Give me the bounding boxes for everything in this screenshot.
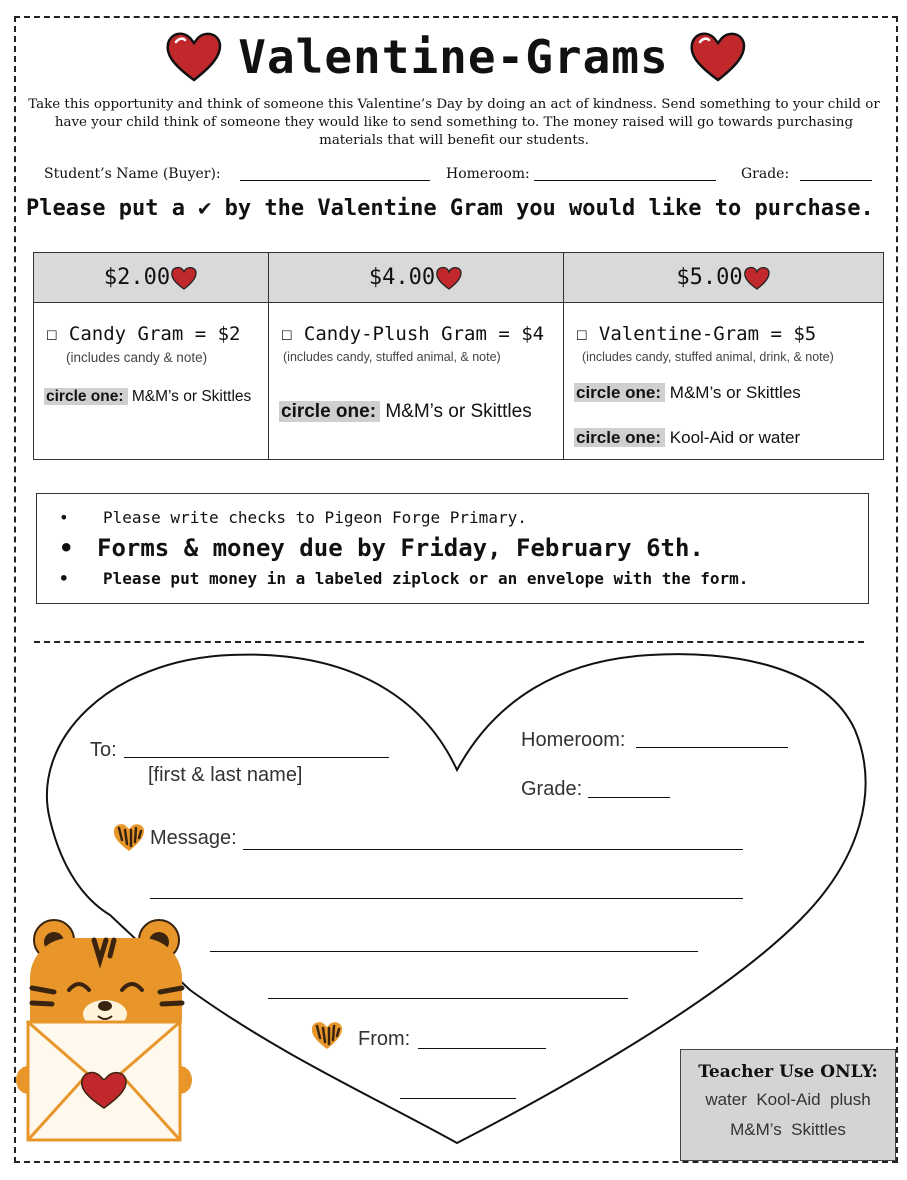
homeroom-field[interactable] <box>636 747 788 748</box>
note-text: Please write checks to Pigeon Forge Primary. <box>103 508 527 527</box>
from-field-line-2[interactable] <box>400 1098 516 1099</box>
to-label: To: <box>90 739 117 761</box>
note-text: Forms & money due by Friday, February 6th. <box>97 534 704 562</box>
student-name-label: Student’s Name (Buyer): <box>44 166 221 182</box>
bullet: • <box>59 569 69 588</box>
bullet: • <box>59 508 69 527</box>
message-field-line-1[interactable] <box>243 849 743 850</box>
gram-note: (includes candy & note) <box>66 350 208 365</box>
circle-one-label: circle one: <box>574 383 665 402</box>
choice-values: M&M’s or Skittles <box>385 401 532 422</box>
message-label: Message: <box>150 827 237 849</box>
homeroom-label: Homeroom: <box>446 166 530 182</box>
gram-note: (includes candy, stuffed animal, drink, & note) <box>582 350 834 364</box>
grade-field[interactable] <box>588 797 670 798</box>
teacher-use-box <box>680 1049 896 1161</box>
purchase-instruction: Please put a ✔ by the Valentine Gram you would like to purchase. <box>26 196 874 221</box>
teacher-box-row-2: M&M’s Skittles <box>730 1120 846 1139</box>
tiger-heart-icon <box>310 1020 344 1050</box>
from-label: From: <box>358 1028 411 1050</box>
price-label: $4.00 <box>368 265 436 290</box>
tiger-mascot-icon <box>14 918 204 1148</box>
price-label: $2.00 <box>103 265 171 290</box>
circle-one-label: circle one: <box>574 428 665 447</box>
choice-values: Kool-Aid or water <box>669 428 801 447</box>
gram-note: (includes candy, stuffed animal, & note) <box>283 350 501 364</box>
circle-one-label: circle one: <box>279 401 380 422</box>
intro-text: Take this opportunity and think of someone this Valentine’s Day by doing an act of kindness. Send something to your child or have your child think of someone they would like to send something to. The money raised will go towards purchasing materials that will benefit our students. <box>28 97 880 148</box>
circle-one-label: circle one: <box>44 388 128 405</box>
teacher-box-title: Teacher Use ONLY: <box>698 1062 878 1082</box>
homeroom-label: Homeroom: <box>521 729 626 751</box>
message-field-line-3[interactable] <box>210 951 698 952</box>
message-field-line-4[interactable] <box>268 998 628 999</box>
choice-values: M&M’s or Skittles <box>669 383 801 402</box>
note-text: Please put money in a labeled ziplock or an envelope with the form. <box>103 569 749 588</box>
price-label: $5.00 <box>676 265 743 290</box>
to-field[interactable] <box>124 757 389 758</box>
candy-plush-gram-option[interactable]: ☐ Candy-Plush Gram = $4 <box>281 323 545 345</box>
page-title: Valentine-Grams <box>238 30 669 84</box>
message-field-line-2[interactable] <box>150 898 743 899</box>
from-field-line-1[interactable] <box>418 1048 546 1049</box>
teacher-box-row-1: water Kool-Aid plush <box>705 1090 871 1109</box>
choice-values: M&M’s or Skittles <box>131 388 252 405</box>
grade-label: Grade: <box>741 166 790 182</box>
candy-gram-option[interactable]: ☐ Candy Gram = $2 <box>46 323 241 345</box>
tiger-heart-icon <box>112 822 146 852</box>
envelope-icon <box>28 1022 180 1140</box>
valentine-gram-option[interactable]: ☐ Valentine-Gram = $5 <box>576 323 817 345</box>
bullet: • <box>59 534 74 562</box>
grade-label: Grade: <box>521 778 583 800</box>
to-hint: [first & last name] <box>148 764 303 786</box>
